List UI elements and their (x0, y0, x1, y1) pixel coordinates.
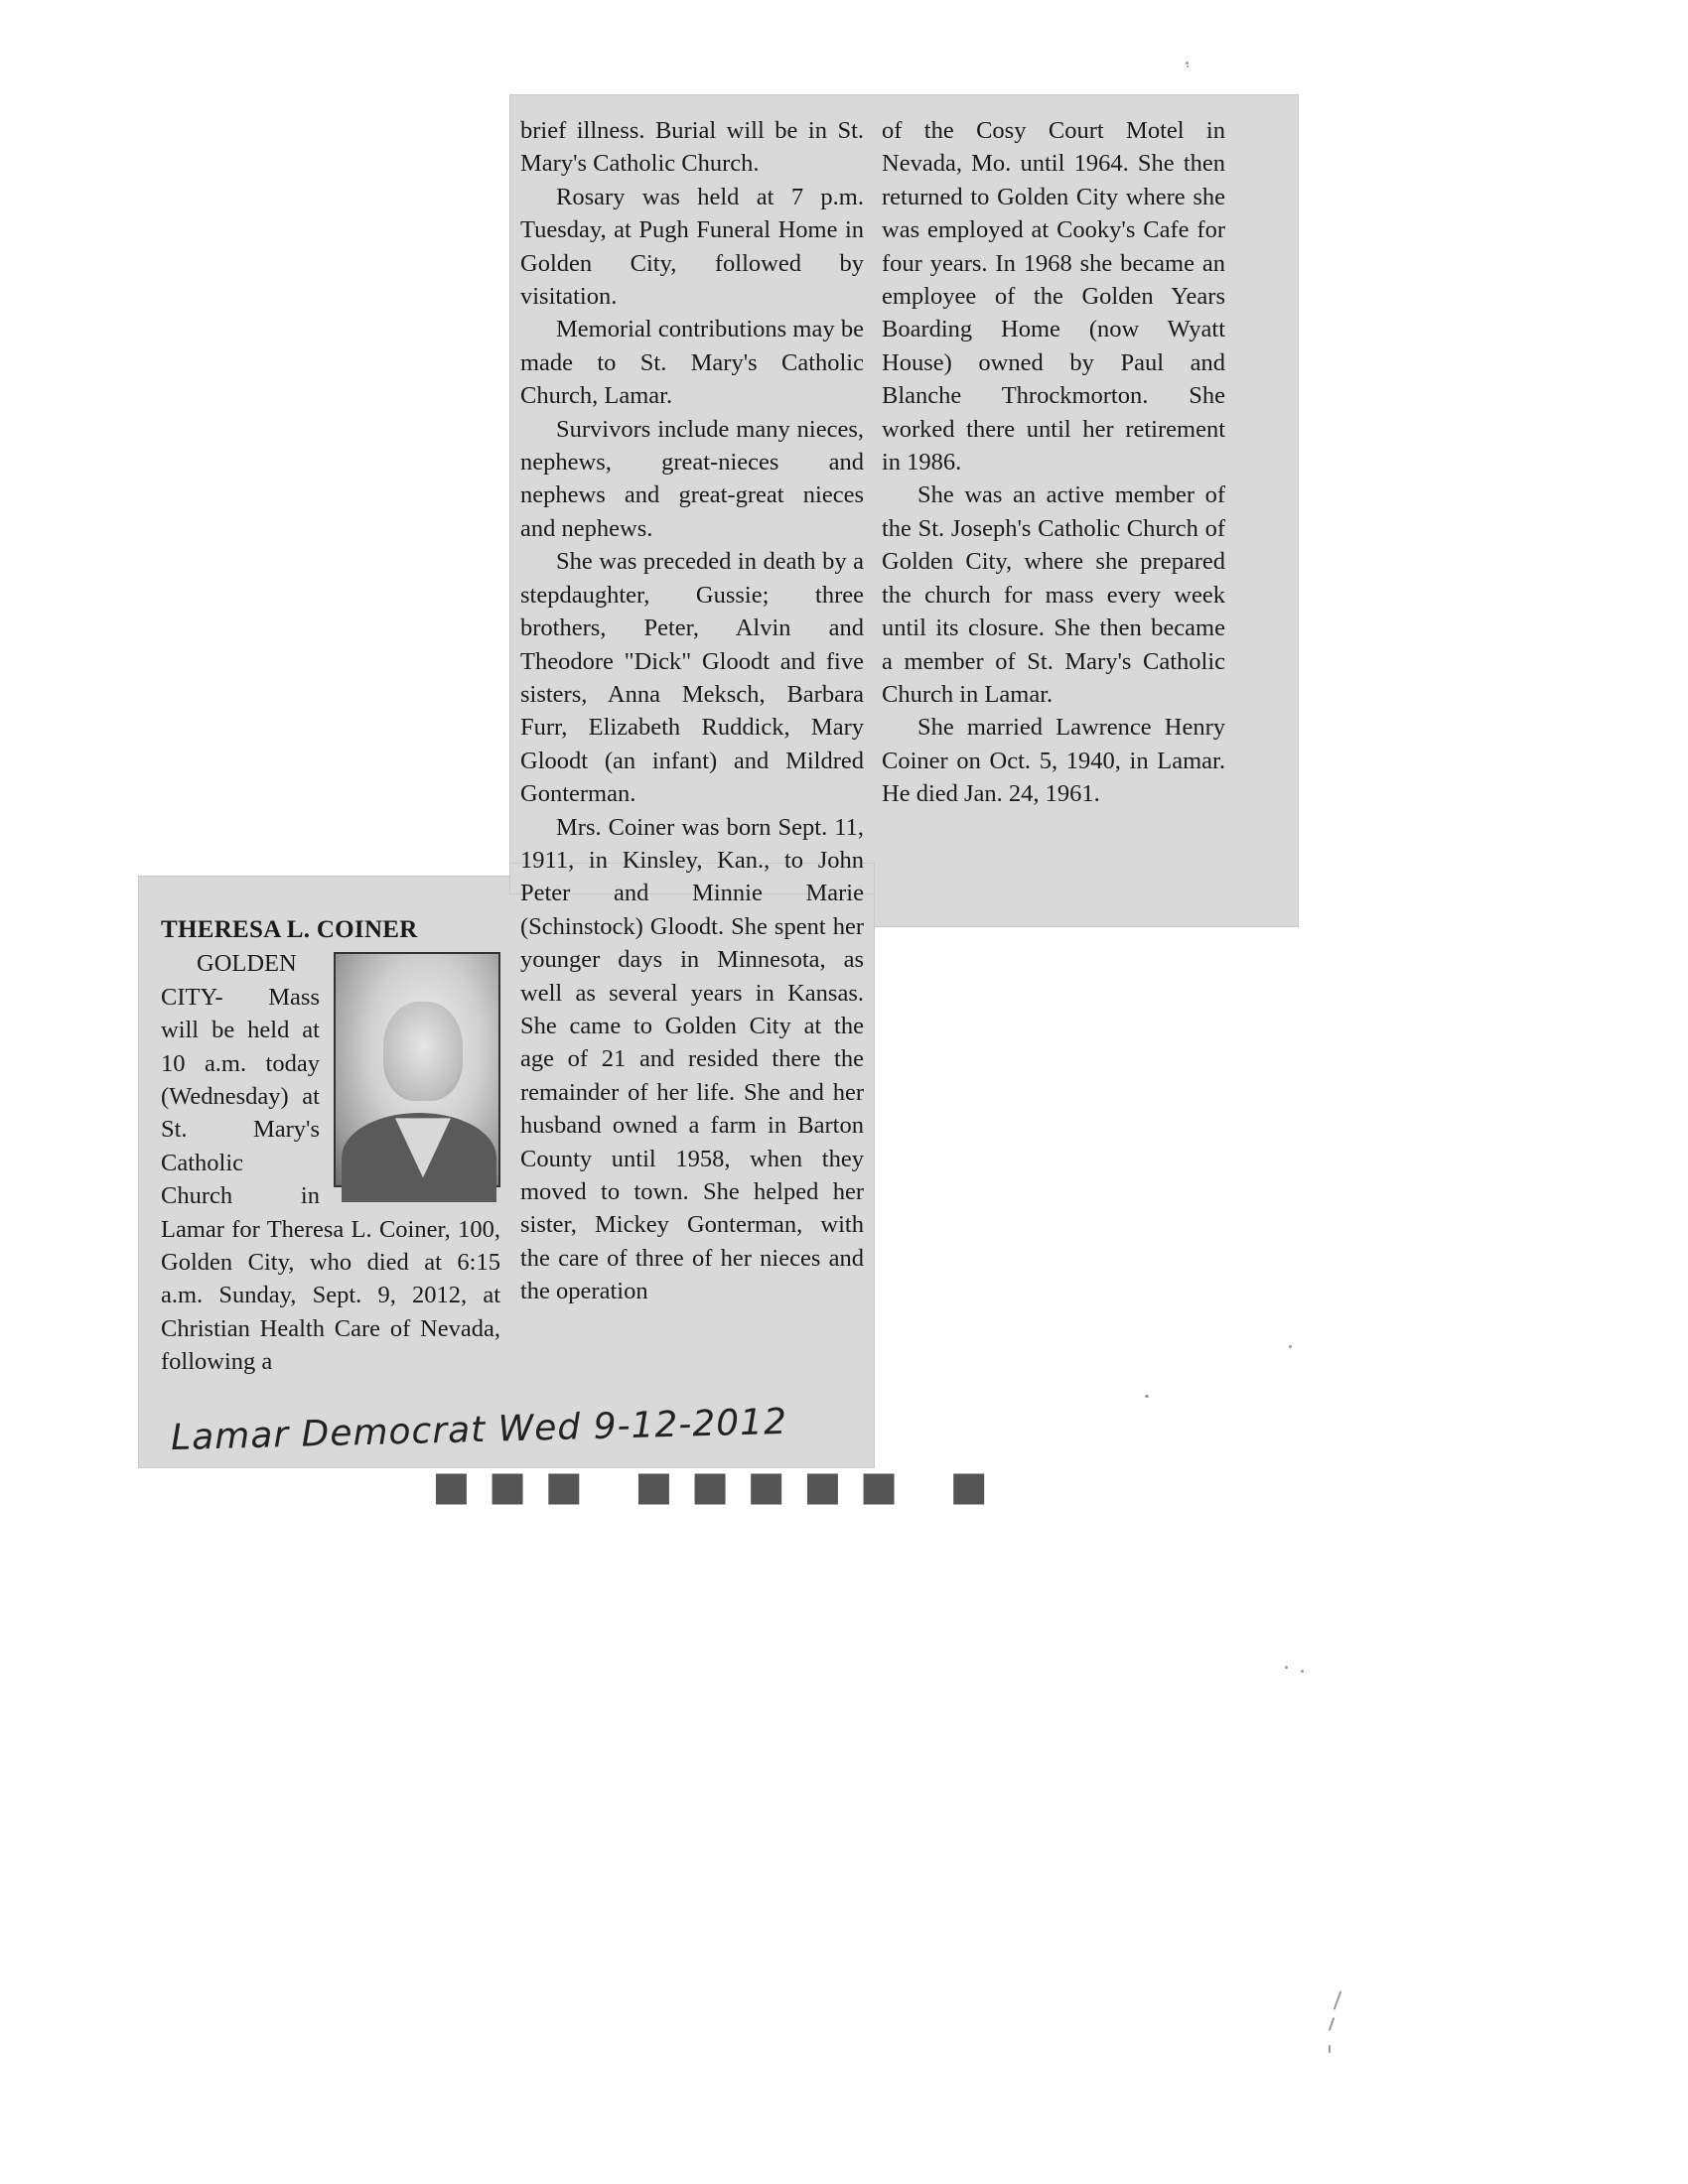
column-3 (882, 114, 1225, 811)
handwritten-source-note: Lamar Democrat Wed 9-12-2012 (170, 1401, 788, 1459)
rosary-paragraph: Rosary was held at 7 p.m. Tuesday, at Pugh Funeral Home in Golden City, followed by visitation. (520, 183, 864, 311)
scan-speck (1187, 66, 1189, 68)
survivors-paragraph: Survivors include many nieces, nephews, great-nieces and nephews and great-great nieces and nephews. (520, 415, 864, 542)
preceded-paragraph: She was preceded in death by a stepdaughter, Gussie; three brothers, Peter, Alvin and Theodore "Dick" Gloodt and five sisters, Anna Meksch, Barbara Furr, Elizabeth Ruddick, Mary Gloodt (an infant) and Mildred Gonterman. (520, 548, 864, 808)
memorial-paragraph: Memorial contributions may be made to St. Mary's Catholic Church, Lamar. (520, 316, 864, 410)
photo-face (383, 1002, 463, 1101)
scan-speck (1289, 1345, 1292, 1348)
obituary-headline: THERESA L. COINER (161, 916, 418, 943)
scan-speck (1186, 62, 1189, 65)
cut-off-headline-fragment: ■■■ ■■■■■ ■ (432, 1451, 1006, 1522)
marriage-paragraph: She married Lawrence Henry Coiner on Oct. 5, 1940, in Lamar. He died Jan. 24, 1961. (882, 714, 1225, 808)
scan-speck (1301, 1670, 1304, 1673)
column-2 (520, 114, 864, 1308)
scan-speck (1285, 1666, 1288, 1669)
portrait-photo (334, 952, 500, 1187)
birth-paragraph: Mrs. Coiner was born Sept. 11, 1911, in Kinsley, Kan., to John Peter and Minnie Marie (Schinstock) Gloodt. She spent her younger days in Minnesota, as well as several years in Kansas. She came to Golden City at the age of 21 and resided there the remainder of her life. She and her husband owned a farm in Barton County until 1958, when they moved to town. She helped her sister, Mickey Gonterman, with the care of three of her nieces and the operation (520, 813, 864, 1305)
column-1 (161, 913, 500, 1379)
scan-speck (1329, 2017, 1336, 2031)
career-paragraph: of the Cosy Court Motel in Nevada, Mo. until 1964. She then returned to Golden City where she was employed at Cooky's Cafe for four years. In 1968 she became an employee of the Golden Years Boarding Home (now Wyatt House) owned by Paul and Blanche Throckmorton. She worked there until her retirement in 1986. (882, 117, 1225, 477)
scan-speck (1334, 1990, 1342, 2009)
scan-speck (1145, 1395, 1149, 1398)
burial-paragraph: brief illness. Burial will be in St. Mary's Catholic Church. (520, 117, 864, 178)
obituary-lead-paragraph: GOLDEN CITY- Mass will be held at 10 a.m. today (Wednesday) at St. Mary's Catholic Church in Lamar for Theresa L. Coiner, 100, Golden City, who died at 6:15 a.m. Sunday, Sept. 9, 2012, at Christian Health Care of Nevada, following a (161, 950, 500, 1376)
church-paragraph: She was an active member of the St. Joseph's Catholic Church of Golden City, where she prepared the church for mass every week until its closure. She then became a member of St. Mary's Catholic Church in Lamar. (882, 481, 1225, 708)
scan-speck (1329, 2045, 1331, 2053)
